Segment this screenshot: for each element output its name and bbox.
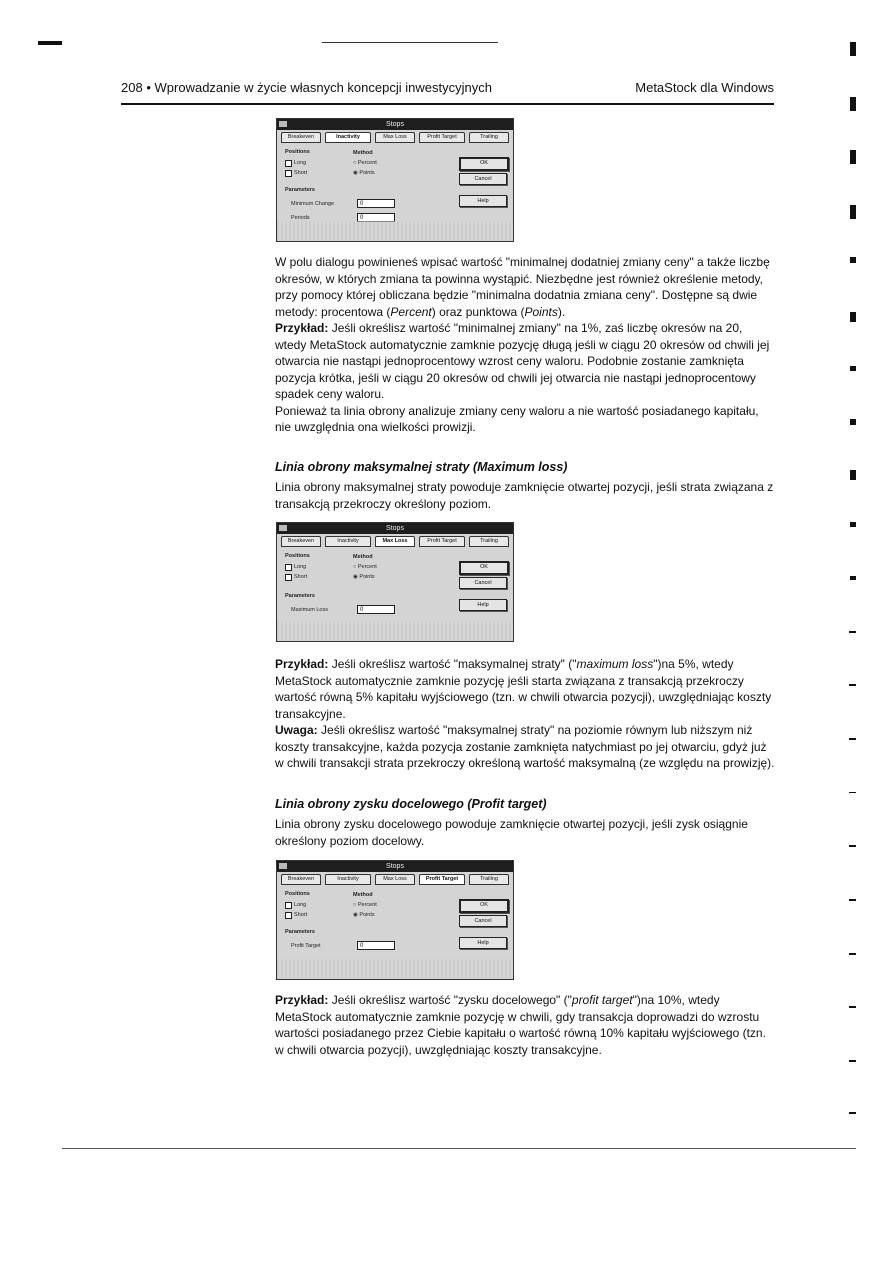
points-radio[interactable]: ◉ Points — [353, 170, 375, 176]
term-maximum-loss: maximum loss — [576, 657, 654, 671]
commission-note: Ponieważ ta linia obrony analizuje zmiany ceny waloru a nie wartość posiadanego kapitału, nie uwzględnia ona wielkości prowizji. — [275, 403, 759, 434]
scan-edge-mark — [849, 1112, 856, 1114]
parameters-label: Parameters — [285, 593, 315, 599]
tab-inactivity[interactable]: Inactivity — [325, 874, 371, 885]
scan-edge-mark — [850, 42, 856, 56]
scan-edge-mark — [850, 97, 856, 111]
maximum-loss-input[interactable]: 0 — [357, 605, 395, 614]
dialog-tabs — [281, 874, 509, 884]
short-checkbox[interactable] — [285, 574, 292, 581]
long-checkbox[interactable] — [285, 160, 292, 167]
dialog-shading — [277, 221, 513, 241]
tab-profit-target[interactable]: Profit Target — [419, 536, 465, 547]
tab-breakeven[interactable]: Breakeven — [281, 536, 321, 547]
example-text: Jeśli określisz wartość "minimalnej zmiany" na 1%, zaś liczbę okresów na 20, wtedy MetaStock automatycznie zamknie pozycję długą jeśli w ciągu 20 okresów od chwili jej otwarcia nie nastąpi jednoprocentowy wzrost ceny waloru. Podobnie zostanie zamknięta pozycja krótka, jeśli w ciągu 20 okresów od chwili jej otwarcia nie nastąpi jednoprocentowy spadek ceny waloru. — [275, 321, 770, 401]
tab-trailing[interactable]: Trailing — [469, 536, 509, 547]
tab-profit-target[interactable]: Profit Target — [419, 874, 465, 885]
percent-radio[interactable]: ○ Percent — [353, 160, 377, 166]
example-label: Przykład: — [275, 321, 329, 335]
parameters-label: Parameters — [285, 187, 315, 193]
dialog-title: Stops — [386, 525, 404, 532]
scan-edge-mark — [850, 257, 856, 263]
help-button[interactable]: Help — [459, 195, 507, 207]
scan-mark-top-left — [38, 41, 62, 45]
method-label: Method — [353, 892, 373, 898]
header-right-title: MetaStock dla Windows — [635, 80, 774, 95]
cancel-button[interactable]: Cancel — [459, 173, 507, 185]
minimum-change-label: Minimum Change — [291, 201, 335, 207]
percent-label: Percent — [357, 902, 377, 908]
intro-text-end: ). — [557, 304, 566, 319]
scan-edge-mark — [849, 899, 856, 901]
note-text: Jeśli określisz wartość "maksymalnej straty" na poziomie równym lub niższym niż koszty transakcyjne, każda pozycja zostanie zamknięta natychmiast po jej otwarciu, gdyż już w chwili transakcji strata przekroczy określoną wartość maksymalną (ze względu na prowizję). — [275, 723, 775, 770]
help-button[interactable]: Help — [459, 599, 507, 611]
profit-target-label: Profit Target — [291, 943, 321, 949]
tab-max-loss[interactable]: Max Loss — [375, 536, 415, 547]
periods-label: Periods — [291, 215, 310, 221]
example-label: Przykład: — [275, 993, 329, 1007]
dialog-title: Stops — [386, 863, 404, 870]
points-radio[interactable]: ◉ Points — [353, 912, 375, 918]
dialog-titlebar — [277, 861, 513, 872]
dialog-title: Stops — [386, 121, 404, 128]
minimum-change-input[interactable]: 0 — [357, 199, 395, 208]
stops-dialog-profit-target — [276, 860, 514, 980]
tab-trailing[interactable]: Trailing — [469, 132, 509, 143]
running-header — [121, 80, 774, 100]
long-checkbox[interactable] — [285, 564, 292, 571]
percent-label: Percent — [357, 564, 377, 570]
intro-text: W polu dialogu powinieneś wpisać wartość "minimalnej dodatniej zmiany ceny" a także liczbę okresów, w których zmiana ta powinna wystąpić. Niezbędne jest również określenie metody, przy pomocy której obliczana będzie "minimalna dodatnia zmiana ceny". Dostępne są dwie metody: procentowa ( — [275, 255, 770, 319]
positions-label: Positions — [285, 149, 310, 155]
term-percent: Percent — [390, 304, 432, 319]
percent-radio[interactable]: ○ Percent — [353, 902, 377, 908]
percent-label: Percent — [357, 160, 377, 166]
points-label: Points — [359, 170, 375, 176]
short-checkbox[interactable] — [285, 170, 292, 177]
paragraph-maximum-loss-intro: Linia obrony maksymalnej straty powoduje zamknięcie otwartej pozycji, jeśli strata związana z transakcją przekroczy określony poziom. — [275, 480, 774, 511]
paragraph-profit-target-intro: Linia obrony zysku docelowego powoduje zamknięcie otwartej pozycji, jeśli zysk osiągnie określony poziom docelowy. — [275, 817, 748, 848]
points-label: Points — [359, 574, 375, 580]
percent-radio[interactable]: ○ Percent — [353, 564, 377, 570]
periods-input[interactable]: 0 — [357, 213, 395, 222]
page-number: 208 — [121, 80, 143, 95]
heading-profit-target: Linia obrony zysku docelowego (Profit target) — [275, 797, 547, 811]
paragraph-profit-target-example — [275, 992, 775, 1058]
paragraph-maximum-loss-example — [275, 656, 775, 772]
paragraph-inactivity-intro — [275, 254, 775, 436]
example-text-pre: Jeśli określisz wartość "maksymalnej straty" (" — [328, 657, 577, 671]
points-label: Points — [359, 912, 375, 918]
scan-edge-mark — [849, 953, 856, 955]
tab-profit-target[interactable]: Profit Target — [419, 132, 465, 143]
ok-button[interactable]: OK — [459, 899, 509, 913]
short-label: Short — [294, 170, 308, 176]
points-radio[interactable]: ◉ Points — [353, 574, 375, 580]
profit-target-input[interactable]: 0 — [357, 941, 395, 950]
example-text-post: ")na 10%, wtedy MetaStock automatycznie zamknie pozycję w chwili, gdy transakcja doprowadzi do wzrostu wartości posiadanego przez Ciebie kapitału o wartość równą 10% kapitału wyjściowego (tzn. w chwili otwarcia pozycji), uwzględniając koszty transakcyjne. — [275, 993, 766, 1057]
positions-label: Positions — [285, 553, 310, 559]
scan-edge-mark — [849, 792, 856, 793]
short-label: Short — [294, 912, 308, 918]
tab-max-loss[interactable]: Max Loss — [375, 132, 415, 143]
cancel-button[interactable]: Cancel — [459, 577, 507, 589]
scan-edge-mark — [850, 205, 856, 219]
example-label: Przykład: — [275, 657, 329, 671]
method-label: Method — [353, 554, 373, 560]
scan-edge-mark — [849, 1006, 856, 1008]
heading-maximum-loss: Linia obrony maksymalnej straty (Maximum loss) — [275, 460, 568, 474]
scan-edge-mark — [849, 684, 856, 686]
intro-text-mid: ) oraz punktowa ( — [431, 304, 525, 319]
dialog-tabs — [281, 536, 509, 546]
short-label: Short — [294, 574, 308, 580]
maximum-loss-label: Maximum Loss — [291, 607, 328, 613]
long-label: Long — [294, 902, 307, 908]
scan-edge-mark — [849, 845, 856, 847]
tab-inactivity[interactable]: Inactivity — [325, 536, 371, 547]
term-points: Points — [524, 304, 558, 319]
header-rule — [121, 103, 774, 105]
tab-breakeven[interactable]: Breakeven — [281, 874, 321, 885]
scan-edge-mark — [850, 576, 856, 580]
example-text-pre: Jeśli określisz wartość "zysku docelowego" (" — [328, 993, 572, 1007]
parameters-label: Parameters — [285, 929, 315, 935]
tab-trailing[interactable]: Trailing — [469, 874, 509, 885]
header-left — [121, 80, 492, 95]
positions-label: Positions — [285, 891, 310, 897]
book-title: Wprowadzanie w życie własnych koncepcji inwestycyjnych — [154, 80, 492, 95]
tab-inactivity[interactable]: Inactivity — [325, 132, 371, 143]
long-label: Long — [294, 564, 307, 570]
tab-max-loss[interactable]: Max Loss — [375, 874, 415, 885]
long-label: Long — [294, 160, 307, 166]
dialog-titlebar — [277, 119, 513, 130]
example-text-post: ")na 5%, wtedy MetaStock automatycznie zamknie pozycję jeśli starta związana z transakcją przekroczy wartość równą 5% kapitału wyjściowego (tzn. w chwili otwarcia pozycji), uwzględniając koszty transakcyjne. — [275, 657, 772, 721]
ok-button[interactable]: OK — [459, 157, 509, 171]
note-label: Uwaga: — [275, 723, 318, 737]
scan-rule-top — [322, 42, 498, 43]
short-checkbox[interactable] — [285, 912, 292, 919]
cancel-button[interactable]: Cancel — [459, 915, 507, 927]
scan-edge-mark — [849, 1060, 856, 1062]
system-menu-icon[interactable] — [279, 525, 287, 531]
method-label: Method — [353, 150, 373, 156]
scan-edge-mark — [850, 312, 856, 322]
scan-edge-mark — [850, 366, 856, 371]
dialog-shading — [277, 959, 513, 979]
term-profit-target: profit target — [571, 993, 633, 1007]
header-bullet: • — [146, 80, 151, 95]
scan-rule-bottom — [62, 1148, 856, 1149]
long-checkbox[interactable] — [285, 902, 292, 909]
dialog-titlebar — [277, 523, 513, 534]
ok-button[interactable]: OK — [459, 561, 509, 575]
scan-edge-mark — [850, 470, 856, 480]
system-menu-icon[interactable] — [279, 863, 287, 869]
stops-dialog-inactivity — [276, 118, 514, 242]
dialog-tabs — [281, 132, 509, 142]
scan-edge-mark — [850, 522, 856, 527]
help-button[interactable]: Help — [459, 937, 507, 949]
scan-edge-mark — [849, 738, 856, 740]
system-menu-icon[interactable] — [279, 121, 287, 127]
scan-edge-mark — [850, 150, 856, 164]
tab-breakeven[interactable]: Breakeven — [281, 132, 321, 143]
dialog-shading — [277, 621, 513, 641]
stops-dialog-max-loss — [276, 522, 514, 642]
scan-edge-mark — [849, 631, 856, 633]
scan-edge-mark — [850, 419, 856, 425]
